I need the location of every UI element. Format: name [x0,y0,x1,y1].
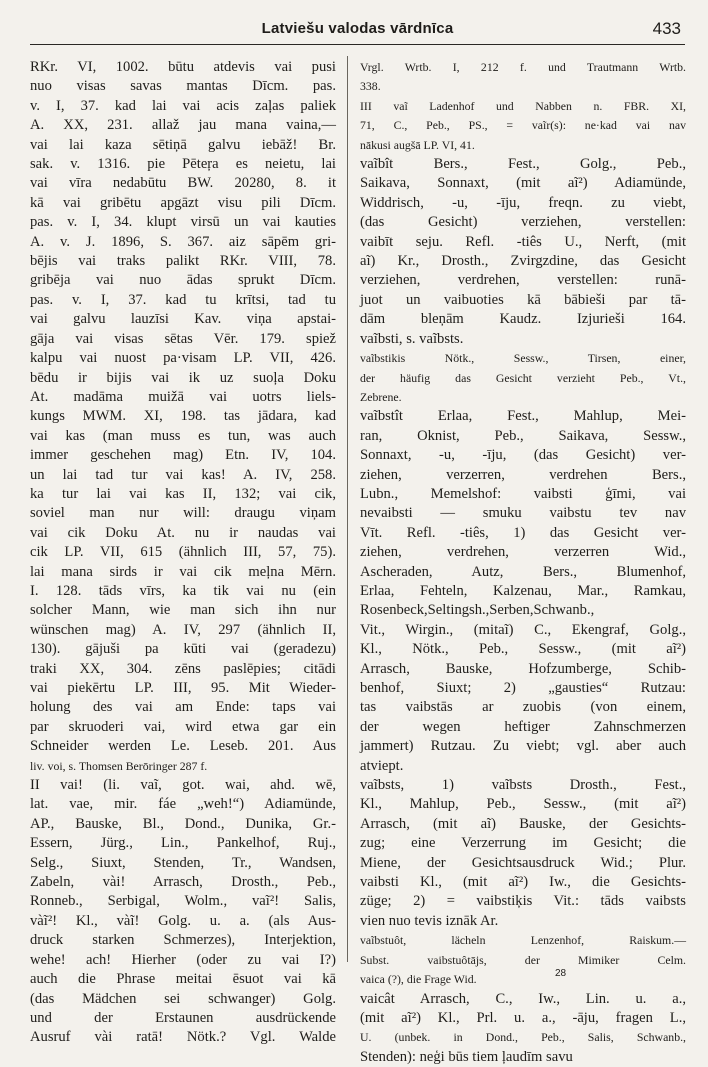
text-line: verziehen, verdrehen, verstellen: runā- [360,272,686,289]
text-line: (das Gesicht) verziehen, verstellen: [360,214,686,231]
text-line: bējis vai traks palikt RKr. VIII, 78. [30,253,336,270]
text-line: vaica (?), die Frage Wid. [360,972,477,987]
text-line: solcher Mann, wie man sich ihn nur [30,602,336,619]
text-line: 71, C., Peb., PS., = vaĩr(s): ne·kad vai nav [360,118,686,133]
text-line: vaĩbstuôt, lächeln Lenzenhof, Raiskum.— [360,933,686,948]
right-column [360,58,686,1067]
text-line: Schneider werden Le. Leseb. 201. Aus [30,738,336,755]
text-line: vaĩbstikis Nötk., Sessw., Tirsen, einer, [360,351,686,366]
text-line: par skruoderi vai, wird etwa gar ein [30,718,336,735]
text-line: Lubn., Memelshof: vaibsti ģīmi, vai [360,485,686,502]
text-line: AP., Bauske, Bl., Dond., Dunika, Gr.- [30,815,336,832]
text-line: Vīt. Refl. -tiês, 1) das Gesicht ver- [360,524,686,541]
text-line: der häufig das Gesicht verzieht Peb., Vt., [360,370,686,385]
text-line: vàĩ²! Kl., vàĩ! Golg. u. a. (als Aus- [30,912,336,929]
text-line: un lai tad tur vai kas! A. IV, 258. [30,466,336,483]
text-line: lat. vae, mir. fáe „weh!“) Adiamünde, [30,796,336,813]
text-line: pas. v. I, 37. kad tu krītsi, tad tu [30,291,336,308]
text-line: liv. voi, s. Thomsen Berōringer 287 f. [30,758,208,773]
text-line: A. XX, 231. allaž jau mana vaina,— [30,117,336,134]
text-line: vai lai kaza sētiņā galvu iebāž! Br. [30,136,336,153]
text-line: Widdrisch, -u, -īju, freqn. zu viebt, [360,194,686,211]
text-line: vaibīt seju. Refl. -tiês U., Nerft, (mit [360,233,686,250]
text-line: Kl., Nötk., Peb., Sessw., (mit aĩ²) [360,641,686,658]
text-line: zug; eine Verzerrung im Gesicht; die [360,835,686,852]
text-line: vai galvu lauzīsi Kav. viņa apstai- [30,311,336,328]
text-line: traki XX, 304. zēns paslēpies; citādi [30,660,336,677]
text-line: holung des vai am Ende: taps vai [30,699,336,716]
text-line: soviel man nur will: draugu viņam [30,505,336,522]
text-line: sak. v. 1316. pie Pēteŗa es neietu, lai [30,156,336,173]
text-line: Rosenbeck,Seltingsh.,Serben,Schwanb., [360,602,595,619]
text-line: vien nuo tevis iznāk Ar. [360,912,499,929]
text-line: RKr. VI, 1002. būtu atdevis vai pusi [30,59,336,75]
text-line: und der Erstaunen ausdrückende [30,1009,336,1026]
text-line: vai kas (man muss es tun, was auch [30,427,336,444]
text-line: immer geschehen mag) Etn. IV, 104. [30,447,336,464]
text-line: Kl., Mahlup, Peb., Sessw., (mit aĩ²) [360,796,686,813]
text-line: At. madāma muižā vai uotrs liels- [30,388,336,405]
text-line: ran, Oknist, Peb., Saikava, Sessw., [360,427,686,444]
text-line: vaĩbsts, 1) vaĩbsts Drosth., Fest., [360,777,686,794]
running-title: Latviešu valodas vārdnīca [261,20,454,37]
text-line: kalpu vai nuost pa·visam LP. VII, 426. [30,350,336,367]
text-line: kungs MWM. XI, 198. tas jādara, kad [30,408,336,425]
text-line: ka tur lai vai kas II, 132; vai cik, [30,485,336,502]
text-line: I. 128. tāds vīrs, ka tik vai nu (ein [30,582,336,599]
text-line: gribēja vai nuo ādas sprukt Dīcm. [30,272,336,289]
text-line: Arrasch, (mit aĩ) Bauske, der Gesichts- [360,815,686,832]
text-line: benhof, Siuxt; 2) „gausties“ Rutzau: [360,680,686,696]
text-line: vaicât Arrasch, C., Iw., Lin. u. a., [360,990,686,1007]
text-line: wehe! ach! Hierher (oder zu vai I?) [30,951,336,968]
text-line: Vit., Wirgin., (mitaĩ) C., Ekengraf, Golg., [360,621,686,638]
text-line: auch die Phrase meitai ēsuot vai kā [30,971,336,988]
text-line: U. (unbek. in Dond., Peb., Salis, Schwanb., [360,1030,686,1045]
text-line: wünschen mag) A. IV, 297 (ähnlich II, [30,621,336,638]
text-line: dām bleņām Kaudz. Izjurieši 164. [360,311,686,328]
text-line: der wegen heftiger Zahnschmerzen [360,718,686,735]
text-line: Arrasch, Bauske, Hofzumberge, Schib- [360,660,686,677]
text-line: aĩ) Kr., Drosth., Zvirgzdine, das Gesicht [360,253,686,270]
text-line: A. v. J. 1896, S. 367. aiz sāpēm gri- [30,233,336,250]
text-line: II vai! (li. vaĩ, got. wai, ahd. wē, [30,777,336,794]
text-line: vaĩbsti, s. vaĩbsts. [360,330,464,347]
text-line: 338. [360,79,381,94]
text-line: pas. v. I, 34. klupt virsū un vai kauties [30,214,336,231]
text-line: atviept. [360,757,404,774]
text-line: nuo visas savas mantas Dīcm. pas. [30,78,336,95]
text-line: (mit aĩ²) Kl., Prl. u. a., -āju, fragen L., [360,1009,686,1026]
text-line: gāja vai visas sētas Vēr. 179. spiež [30,330,336,347]
text-line: nākusi augšā LP. VI, 41. [360,137,475,152]
text-line: nevaibsti — smuku vaibstu tev nav [360,505,686,522]
text-line: jammert) Rutzau. Zu viebt; vgl. aber auch [360,738,686,755]
text-line: bēdu ir bijis vai ik uz suoļa Doku [30,369,336,386]
text-line: juot un vaibuoties kā bābieši par tā- [360,291,686,308]
text-line: Ronneb., Serbigal, Wolm., vaĩ²! Salis, [30,893,336,910]
text-line: v. I, 37. kad lai vai acis zaļas paliek [30,97,336,114]
text-line: cik LP. VII, 615 (ähnlich III, 57, 75). [30,544,336,561]
text-line: tas vaibstās ar zuobis (von einem, [360,699,686,716]
left-column [30,58,336,1048]
text-line: druck starken Schmerzes), Interjektion, [30,932,336,949]
text-line: Selg., Siuxt, Stenden, Tr., Wandsen, [30,854,336,871]
text-line: Sonnaxt, -u, -īju, (das Gesicht) ver- [360,447,686,464]
text-line: kā vai gribētu apgāzt visu pili Dīcm. [30,194,336,211]
text-line: vai vīra nedabūtu BW. 20280, 8. it [30,175,336,192]
text-line: III vaĩ Ladenhof und Nabben n. FBR. XI, [360,98,686,113]
text-line: ziehen, verdrehen, verzerren Wid., [360,544,686,561]
text-line: Zabeln, vài! Arrasch, Drosth., Peb., [30,874,336,891]
text-line: Ascheraden, Autz, Bers., Blumenhof, [360,563,686,580]
text-line: Ausruf vài ratā! Nötk.? Vgl. Walde [30,1029,336,1046]
text-line: züge; 2) = vaibstiķis Vit.: tāds vaibsts [360,893,686,910]
column-divider [347,56,348,962]
page-number: 433 [652,19,681,38]
text-line: Saikava, Sonnaxt, (mit aĩ²) Adiamünde, [360,175,686,192]
printer-signature: 28 [555,968,567,979]
text-line: vai cik Doku At. nu ir naudas vai [30,524,336,541]
text-line: Zebrene. [360,389,402,404]
text-line: Stenden): neģi būs tiem ļaudīm savu [360,1048,573,1065]
text-line: vaĩbstît Erlaa, Fest., Mahlup, Mei- [360,408,686,425]
text-line: vaĩbît Bers., Fest., Golg., Peb., [360,156,686,173]
text-line: Subst. vaibstuôtājs, der Mimiker Celm. [360,952,686,967]
text-line: lai mana sirds ir vai cik meļna Mērn. [30,563,336,580]
text-line: ziehen, verzerren, verdrehen Bers., [360,466,686,483]
text-line: Miene, der Gesichtsausdruck Wid.; Plur. [360,854,686,871]
text-line: Erlaa, Fehteln, Kalzenau, Mar., Ramkau, [360,582,686,599]
text-line: Essern, Jürg., Lin., Pankelhof, Ruj., [30,835,336,852]
text-line: Vrgl. Wrtb. I, 212 f. und Trautmann Wrtb. [360,60,686,74]
page-header [30,18,685,45]
text-line: (das Mädchen sei schwanger) Golg. [30,990,336,1007]
text-line: 130). gājuši pa kūti vai (geradezu) [30,641,336,658]
text-line: vai piekērtu LP. III, 95. Mit Wieder- [30,680,336,696]
text-line: vaibsti Kl., (mit aĩ²) Iw., die Gesichts- [360,874,686,891]
